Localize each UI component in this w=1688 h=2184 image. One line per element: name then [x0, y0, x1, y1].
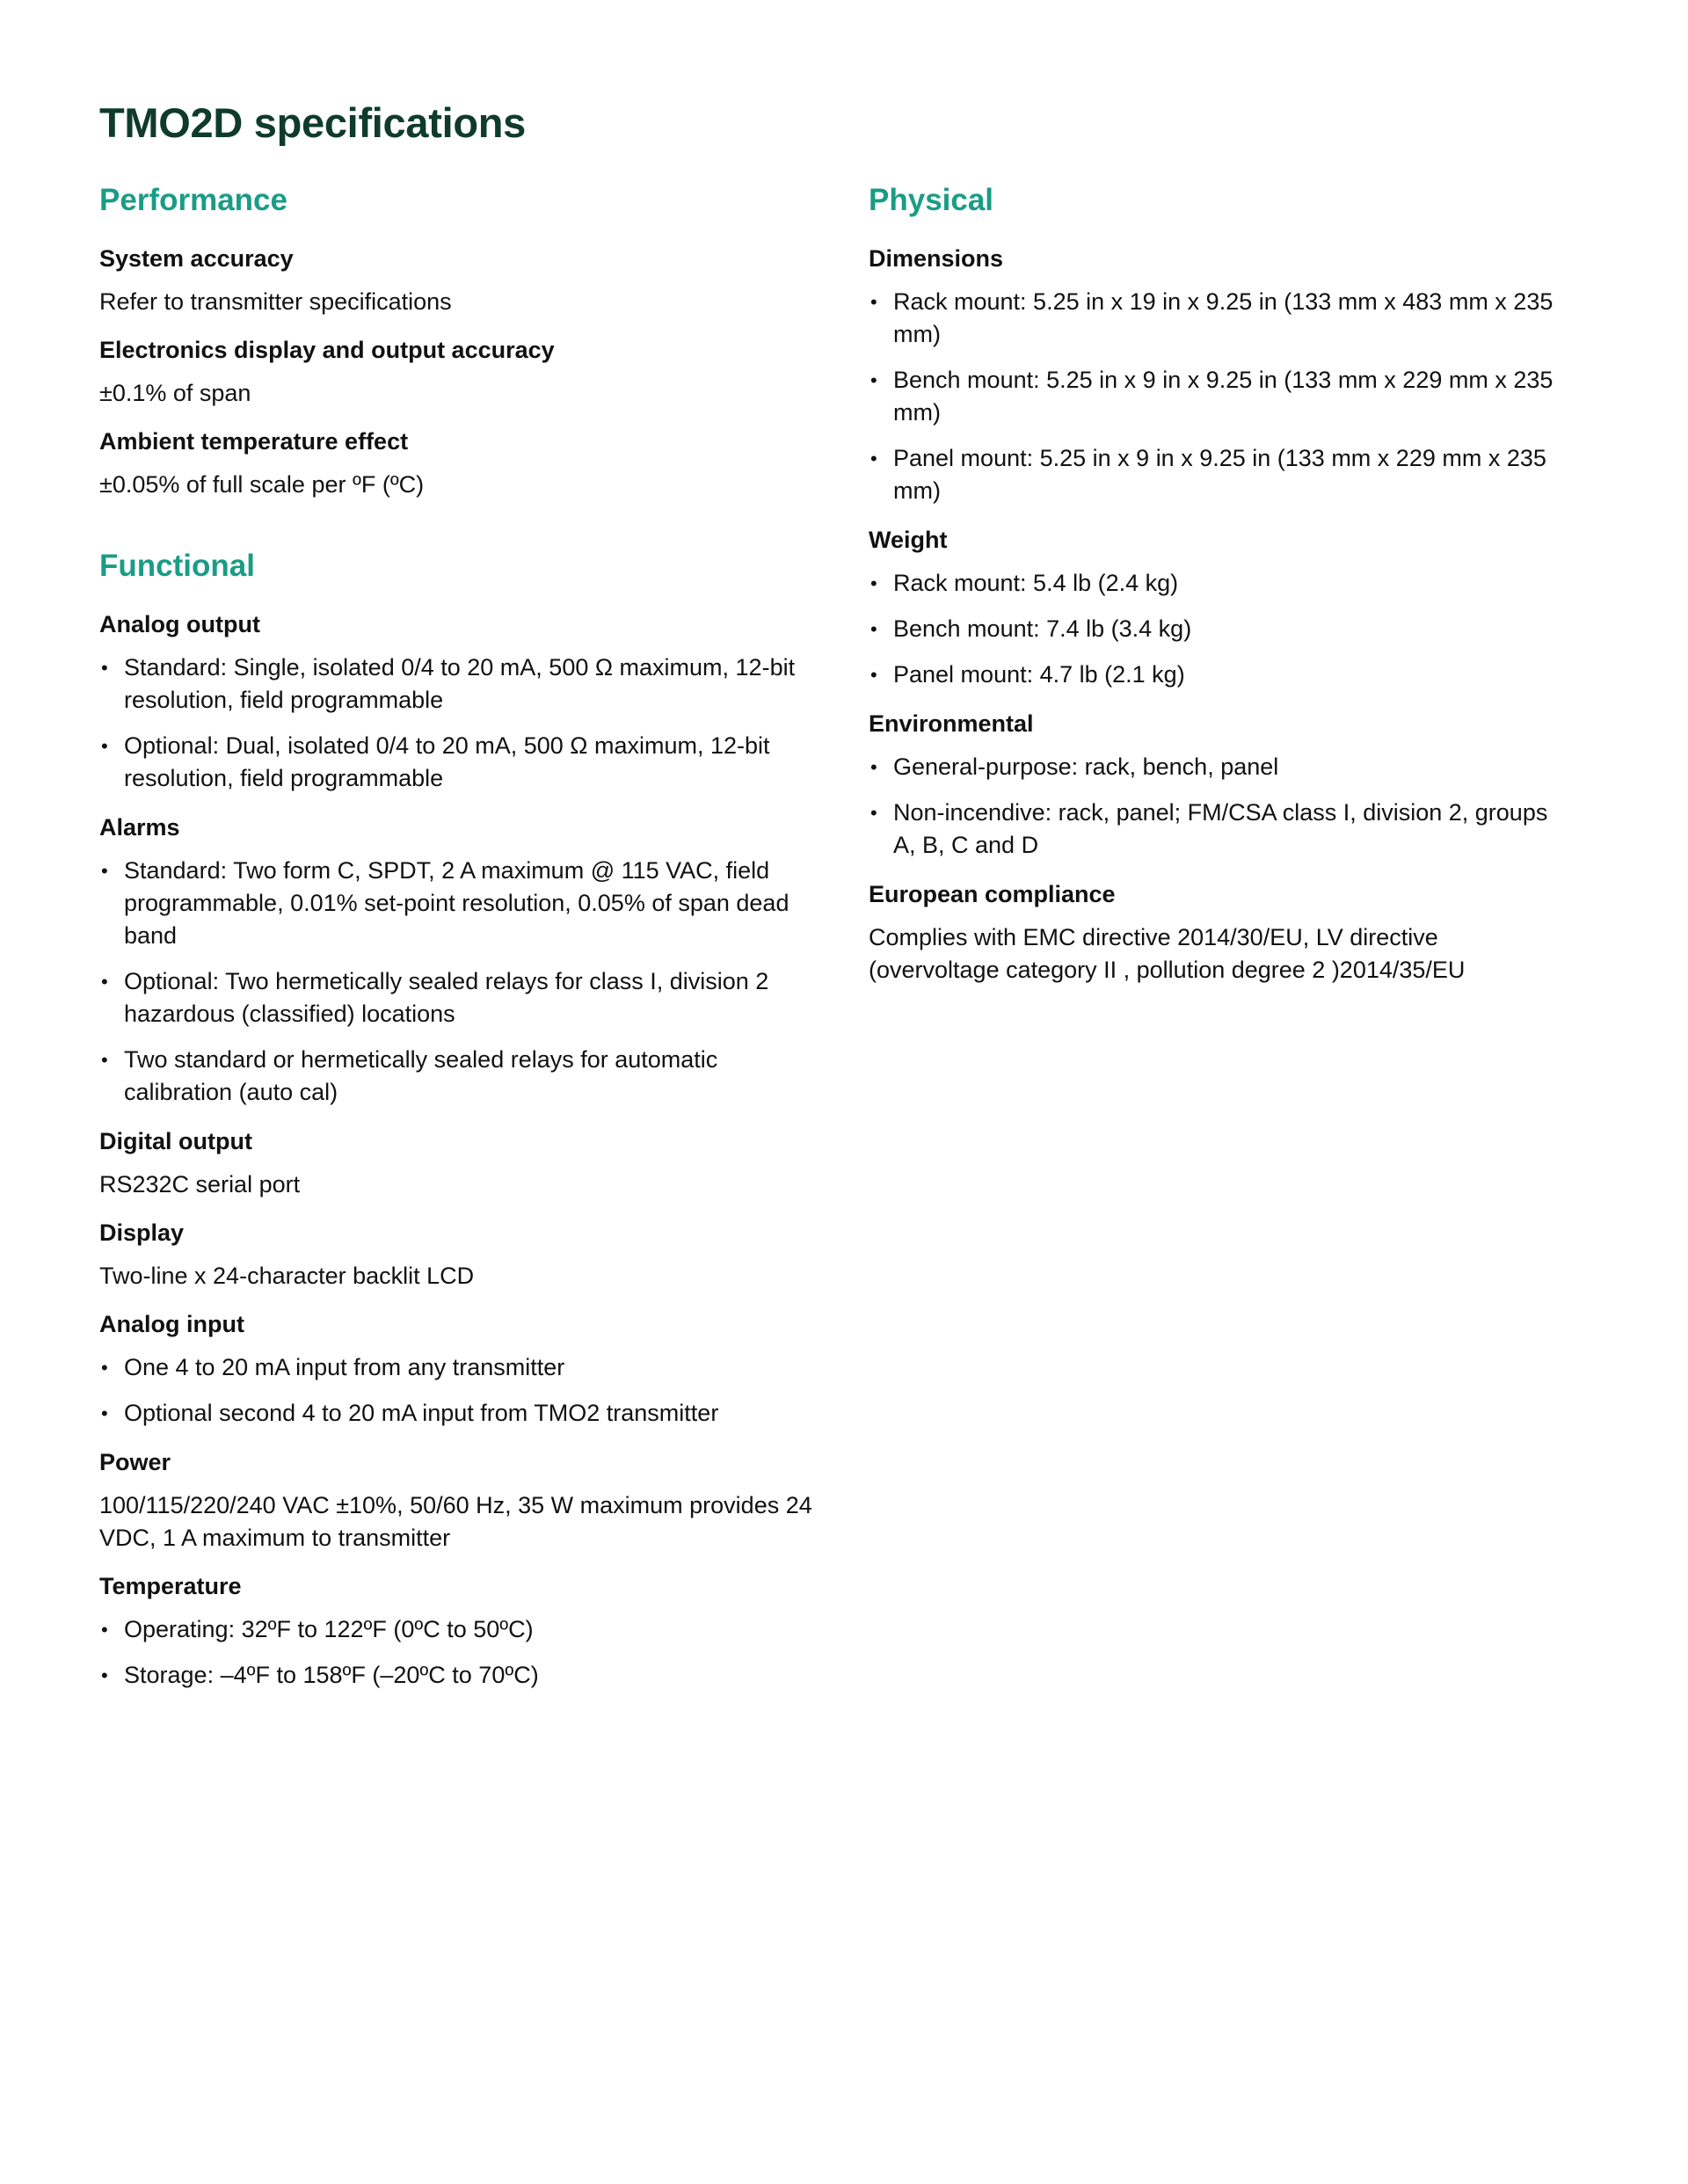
- list-item: • One 4 to 20 mA input from any transmitter: [99, 1351, 829, 1384]
- environmental-list: [869, 751, 1572, 862]
- digital-output-label: Digital output: [99, 1128, 252, 1154]
- physical-heading: Physical: [869, 183, 994, 217]
- european-compliance-label: European compliance: [869, 881, 1116, 907]
- functional-heading: Functional: [99, 549, 255, 583]
- performance-heading: Performance: [99, 183, 287, 217]
- list-item: • Panel mount: 5.25 in x 9 in x 9.25 in (133 mm x 229 mm x 235 mm): [869, 442, 1572, 507]
- weight-label: Weight: [869, 527, 948, 553]
- list-item: • Bench mount: 7.4 lb (3.4 kg): [869, 613, 1572, 645]
- left-column: [99, 174, 829, 1718]
- weight-list: [869, 567, 1572, 691]
- dimensions-label: Dimensions: [869, 245, 1004, 272]
- right-column: [869, 174, 1572, 1025]
- list-item: • Rack mount: 5.25 in x 19 in x 9.25 in (133 mm x 483 mm x 235 mm): [869, 286, 1572, 351]
- performance-section: [99, 174, 829, 513]
- list-item: • Storage: –4ºF to 158ºF (–20ºC to 70ºC): [99, 1659, 829, 1692]
- temperature-label: Temperature: [99, 1573, 242, 1599]
- system-accuracy-value: Refer to transmitter specifications: [99, 288, 452, 315]
- list-item: • General-purpose: rack, bench, panel: [869, 751, 1572, 783]
- ambient-effect-value: ±0.05% of full scale per ºF (ºC): [99, 471, 425, 498]
- alarms-label: Alarms: [99, 814, 180, 841]
- analog-input-label: Analog input: [99, 1311, 244, 1337]
- electronics-accuracy-value: ±0.1% of span: [99, 380, 251, 406]
- list-item: • Standard: Single, isolated 0/4 to 20 mA, 500 Ω maximum, 12-bit resolution, field programmable: [99, 652, 829, 717]
- list-item: • Panel mount: 4.7 lb (2.1 kg): [869, 659, 1572, 691]
- list-item: • Operating: 32ºF to 122ºF (0ºC to 50ºC): [99, 1613, 829, 1646]
- system-accuracy-label: System accuracy: [99, 245, 294, 272]
- environmental-label: Environmental: [869, 710, 1034, 737]
- digital-output-value: RS232C serial port: [99, 1171, 301, 1198]
- display-label: Display: [99, 1219, 185, 1246]
- european-compliance-value: Complies with EMC directive 2014/30/EU, LV directive (overvoltage category II , pollution degree 2 )2014/35/EU: [869, 924, 1466, 983]
- power-value: 100/115/220/240 VAC ±10%, 50/60 Hz, 35 W maximum provides 24 VDC, 1 A maximum to transmitter: [99, 1492, 812, 1551]
- dimensions-list: [869, 286, 1572, 507]
- analog-output-label: Analog output: [99, 611, 260, 637]
- ambient-effect-label: Ambient temperature effect: [99, 428, 409, 455]
- list-item: • Optional: Dual, isolated 0/4 to 20 mA, 500 Ω maximum, 12-bit resolution, field programmable: [99, 730, 829, 795]
- alarms-list: [99, 855, 829, 1109]
- temperature-list: [99, 1613, 829, 1692]
- functional-section: [99, 540, 829, 1692]
- list-item: • Rack mount: 5.4 lb (2.4 kg): [869, 567, 1572, 600]
- physical-section: [869, 174, 1572, 999]
- power-label: Power: [99, 1449, 171, 1475]
- page-title: TMO2D specifications: [99, 99, 526, 146]
- list-item: • Two standard or hermetically sealed relays for automatic calibration (auto cal): [99, 1044, 829, 1109]
- analog-output-list: [99, 652, 829, 795]
- list-item: • Optional second 4 to 20 mA input from TMO2 transmitter: [99, 1397, 829, 1430]
- electronics-accuracy-label: Electronics display and output accuracy: [99, 337, 555, 363]
- list-item: • Standard: Two form C, SPDT, 2 A maximum @ 115 VAC, field programmable, 0.01% set-point resolution, 0.05% of span dead band: [99, 855, 829, 952]
- list-item: • Optional: Two hermetically sealed relays for class I, division 2 hazardous (classified) locations: [99, 965, 829, 1030]
- display-value: Two-line x 24-character backlit LCD: [99, 1263, 475, 1289]
- analog-input-list: [99, 1351, 829, 1430]
- list-item: • Non-incendive: rack, panel; FM/CSA class I, division 2, groups A, B, C and D: [869, 797, 1572, 862]
- list-item: • Bench mount: 5.25 in x 9 in x 9.25 in (133 mm x 229 mm x 235 mm): [869, 364, 1572, 429]
